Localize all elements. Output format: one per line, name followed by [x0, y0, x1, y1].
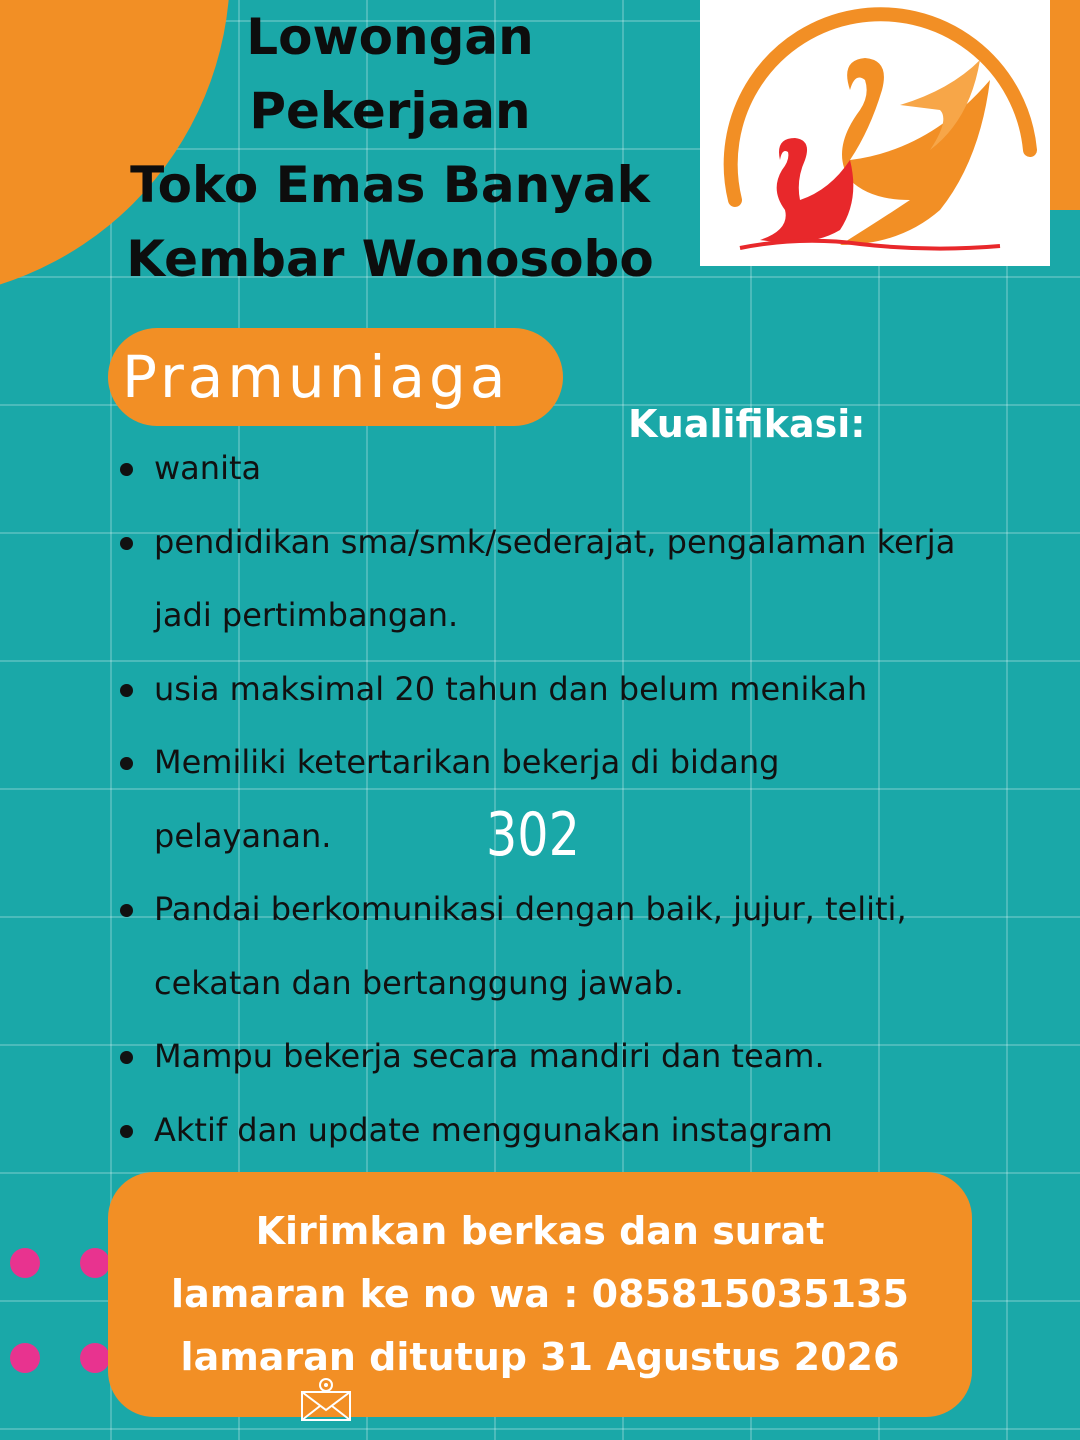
title-line: Toko Emas Banyak	[130, 156, 650, 214]
decorative-dot	[10, 1248, 40, 1278]
contact-line: lamaran ditutup 31 Agustus 2026	[180, 1335, 900, 1379]
title-line: Pekerjaan	[249, 82, 531, 140]
poster-title	[110, 0, 670, 296]
title-line: Lowongan	[246, 8, 534, 66]
envelope-icon	[300, 1376, 352, 1422]
decorative-dot	[10, 1343, 40, 1373]
swan-logo-icon	[700, 0, 1050, 266]
contact-line: Kirimkan berkas dan surat	[255, 1209, 825, 1253]
store-logo	[700, 0, 1050, 266]
position-label: Pramuniaga	[122, 343, 510, 411]
list-item: Memiliki ketertarikan bekerja di bidang pelayanan.	[110, 726, 960, 873]
list-item: wanita	[110, 432, 960, 506]
decorative-dot	[80, 1343, 110, 1373]
list-item: pendidikan sma/smk/sederajat, pengalaman kerja jadi pertimbangan.	[110, 506, 960, 653]
title-line: Kembar Wonosobo	[126, 230, 654, 288]
list-item: Aktif dan update menggunakan instagram	[110, 1094, 960, 1168]
qualifications-heading: Kualifikasi:	[628, 402, 866, 446]
position-badge	[108, 328, 563, 426]
contact-box	[108, 1172, 972, 1417]
list-item: Mampu bekerja secara mandiri dan team.	[110, 1020, 960, 1094]
decorative-dot	[80, 1248, 110, 1278]
contact-line: lamaran ke no wa : 085815035135	[171, 1272, 909, 1316]
list-item: Pandai berkomunikasi dengan baik, jujur, teliti, cekatan dan bertanggung jawab.	[110, 873, 960, 1020]
list-item: usia maksimal 20 tahun dan belum menikah	[110, 653, 960, 727]
overlay-counter: 302	[486, 800, 580, 870]
